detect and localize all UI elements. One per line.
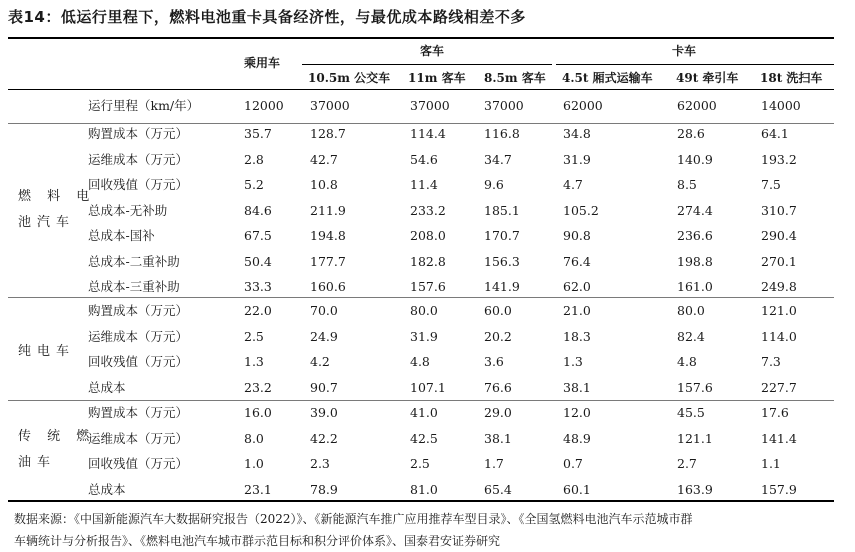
table-cell: 23.1 (244, 482, 272, 497)
table-cell: 1.7 (484, 456, 504, 471)
header-truck-group: 卡车 (672, 44, 697, 58)
table-cell: 24.9 (310, 329, 338, 344)
table-cell: 121.0 (761, 303, 797, 318)
header-col-4: 4.5t 厢式运输车 (562, 71, 653, 85)
table-cell: 2.3 (310, 456, 330, 471)
table-cell: 34.7 (484, 152, 512, 167)
table-cell: 4.8 (677, 354, 697, 369)
group-label-line: 纯电车 (18, 344, 76, 359)
group-label-line: 池汽车 (18, 215, 76, 230)
mileage-value: 37000 (484, 98, 524, 113)
table-cell: 208.0 (410, 228, 446, 243)
table-cell: 50.4 (244, 254, 272, 269)
header-passenger-car: 乘用车 (244, 56, 281, 70)
group-label (18, 424, 95, 476)
table-cell: 1.1 (761, 456, 781, 471)
mileage-value: 37000 (310, 98, 350, 113)
mileage-label: 运行里程（km/年） (88, 98, 200, 113)
bottom-rule (8, 500, 834, 502)
group-label-line: 燃 料 电 (18, 189, 96, 204)
table-cell: 67.5 (244, 228, 272, 243)
table-cell: 38.1 (563, 380, 591, 395)
mileage-value: 37000 (410, 98, 450, 113)
table-cell: 2.5 (410, 456, 430, 471)
top-rule (8, 37, 834, 39)
table-cell: 70.0 (310, 303, 338, 318)
group-separator (8, 297, 834, 298)
table-cell: 12.0 (563, 405, 591, 420)
table-cell: 4.8 (410, 354, 430, 369)
table-cell: 60.1 (563, 482, 591, 497)
row-label: 购置成本（万元） (88, 303, 189, 318)
table-cell: 31.9 (563, 152, 591, 167)
table-cell: 4.7 (563, 177, 583, 192)
table-cell: 114.0 (761, 329, 797, 344)
header-col-5: 49t 牵引车 (676, 71, 739, 85)
table-cell: 0.7 (563, 456, 583, 471)
mileage-value: 62000 (563, 98, 603, 113)
table-cell: 64.1 (761, 126, 789, 141)
mileage-value: 62000 (677, 98, 717, 113)
table-cell: 114.4 (410, 126, 446, 141)
header-col-1: 10.5m 公交车 (308, 71, 391, 85)
table-cell: 60.0 (484, 303, 512, 318)
group-label (18, 339, 75, 365)
table-cell: 78.9 (310, 482, 338, 497)
row-label: 总成本-二重补助 (88, 254, 180, 269)
source-note (14, 508, 836, 552)
table-cell: 81.0 (410, 482, 438, 497)
table-cell: 65.4 (484, 482, 512, 497)
table-cell: 141.9 (484, 279, 520, 294)
table-title: 表14：低运行里程下，燃料电池重卡具备经济性，与最优成本路线相差不多 (8, 8, 526, 26)
table-cell: 54.6 (410, 152, 438, 167)
table-cell: 310.7 (761, 203, 797, 218)
group-separator (8, 400, 834, 401)
source-line-2: 车辆统计与分析报告》、《燃料电池汽车城市群示范目标和积分评价体系》、国泰君安证券研究 (14, 534, 501, 548)
table-cell: 22.0 (244, 303, 272, 318)
table-cell: 33.3 (244, 279, 272, 294)
table-cell: 39.0 (310, 405, 338, 420)
table-cell: 193.2 (761, 152, 797, 167)
source-line-1: 数据来源：《中国新能源汽车大数据研究报告（2022）》、《新能源汽车推广应用推荐车型目录》、《全国氢燃料电池汽车示范城市群 (14, 512, 693, 526)
table-cell: 84.6 (244, 203, 272, 218)
mileage-value: 14000 (761, 98, 801, 113)
table-cell: 156.3 (484, 254, 520, 269)
table-cell: 121.1 (677, 431, 713, 446)
table-cell: 16.0 (244, 405, 272, 420)
bus-group-rule (302, 64, 552, 65)
truck-group-rule (556, 64, 834, 65)
table-cell: 7.3 (761, 354, 781, 369)
header-bus-group: 客车 (420, 44, 445, 58)
row-label: 购置成本（万元） (88, 405, 189, 420)
table-cell: 157.6 (677, 380, 713, 395)
group-label (18, 184, 95, 236)
header-col-2: 11m 客车 (408, 71, 466, 85)
table-cell: 29.0 (484, 405, 512, 420)
table-cell: 7.5 (761, 177, 781, 192)
table-cell: 1.3 (563, 354, 583, 369)
table-cell: 227.7 (761, 380, 797, 395)
table-cell: 8.5 (677, 177, 697, 192)
table-cell: 42.5 (410, 431, 438, 446)
table-cell: 1.3 (244, 354, 264, 369)
table-cell: 76.6 (484, 380, 512, 395)
table-cell: 4.2 (310, 354, 330, 369)
table-cell: 76.4 (563, 254, 591, 269)
table-cell: 42.7 (310, 152, 338, 167)
table-cell: 1.0 (244, 456, 264, 471)
table-cell: 10.8 (310, 177, 338, 192)
header-col-6: 18t 洗扫车 (760, 71, 823, 85)
table-cell: 160.6 (310, 279, 346, 294)
table-cell: 21.0 (563, 303, 591, 318)
mileage-value: 12000 (244, 98, 284, 113)
table-cell: 62.0 (563, 279, 591, 294)
row-label: 运维成本（万元） (88, 329, 189, 344)
table-cell: 5.2 (244, 177, 264, 192)
table-cell: 161.0 (677, 279, 713, 294)
row-label: 运维成本（万元） (88, 152, 189, 167)
table-cell: 82.4 (677, 329, 705, 344)
table-cell: 48.9 (563, 431, 591, 446)
table-cell: 177.7 (310, 254, 346, 269)
table-cell: 233.2 (410, 203, 446, 218)
table-cell: 236.6 (677, 228, 713, 243)
table-cell: 45.5 (677, 405, 705, 420)
row-label: 回收残值（万元） (88, 177, 189, 192)
table-cell: 170.7 (484, 228, 520, 243)
table-cell: 105.2 (563, 203, 599, 218)
row-label: 回收残值（万元） (88, 456, 189, 471)
table-cell: 3.6 (484, 354, 504, 369)
table-cell: 38.1 (484, 431, 512, 446)
row-label: 购置成本（万元） (88, 126, 189, 141)
table-cell: 28.6 (677, 126, 705, 141)
group-label-line: 油车 (18, 455, 57, 470)
table-cell: 116.8 (484, 126, 520, 141)
table-cell: 41.0 (410, 405, 438, 420)
table-cell: 9.6 (484, 177, 504, 192)
table-cell: 23.2 (244, 380, 272, 395)
table-cell: 8.0 (244, 431, 264, 446)
row-label: 总成本 (88, 380, 126, 395)
table-cell: 80.0 (410, 303, 438, 318)
group-separator (8, 123, 834, 124)
table-cell: 80.0 (677, 303, 705, 318)
table-cell: 20.2 (484, 329, 512, 344)
table-cell: 274.4 (677, 203, 713, 218)
row-label: 回收残值（万元） (88, 354, 189, 369)
table-cell: 198.8 (677, 254, 713, 269)
table-cell: 31.9 (410, 329, 438, 344)
table-cell: 194.8 (310, 228, 346, 243)
table-cell: 90.8 (563, 228, 591, 243)
header-col-3: 8.5m 客车 (484, 71, 546, 85)
table-cell: 2.7 (677, 456, 697, 471)
table-cell: 249.8 (761, 279, 797, 294)
table-cell: 211.9 (310, 203, 346, 218)
table-cell: 11.4 (410, 177, 438, 192)
row-label: 总成本-国补 (88, 228, 155, 243)
table-cell: 290.4 (761, 228, 797, 243)
table-cell: 185.1 (484, 203, 520, 218)
row-label: 总成本 (88, 482, 126, 497)
table-cell: 34.8 (563, 126, 591, 141)
table-cell: 17.6 (761, 405, 789, 420)
table-cell: 2.5 (244, 329, 264, 344)
table-cell: 107.1 (410, 380, 446, 395)
table-cell: 128.7 (310, 126, 346, 141)
table-cell: 90.7 (310, 380, 338, 395)
table-cell: 163.9 (677, 482, 713, 497)
header-rule (8, 89, 834, 90)
table-cell: 141.4 (761, 431, 797, 446)
table-cell: 18.3 (563, 329, 591, 344)
table-cell: 140.9 (677, 152, 713, 167)
table-cell: 182.8 (410, 254, 446, 269)
table-cell: 157.9 (761, 482, 797, 497)
table-cell: 2.8 (244, 152, 264, 167)
table-cell: 157.6 (410, 279, 446, 294)
row-label: 运维成本（万元） (88, 431, 189, 446)
table-cell: 35.7 (244, 126, 272, 141)
table-cell: 42.2 (310, 431, 338, 446)
group-label-line: 传 统 燃 (18, 429, 96, 444)
table-cell: 270.1 (761, 254, 797, 269)
row-label: 总成本-无补助 (88, 203, 168, 218)
row-label: 总成本-三重补助 (88, 279, 180, 294)
